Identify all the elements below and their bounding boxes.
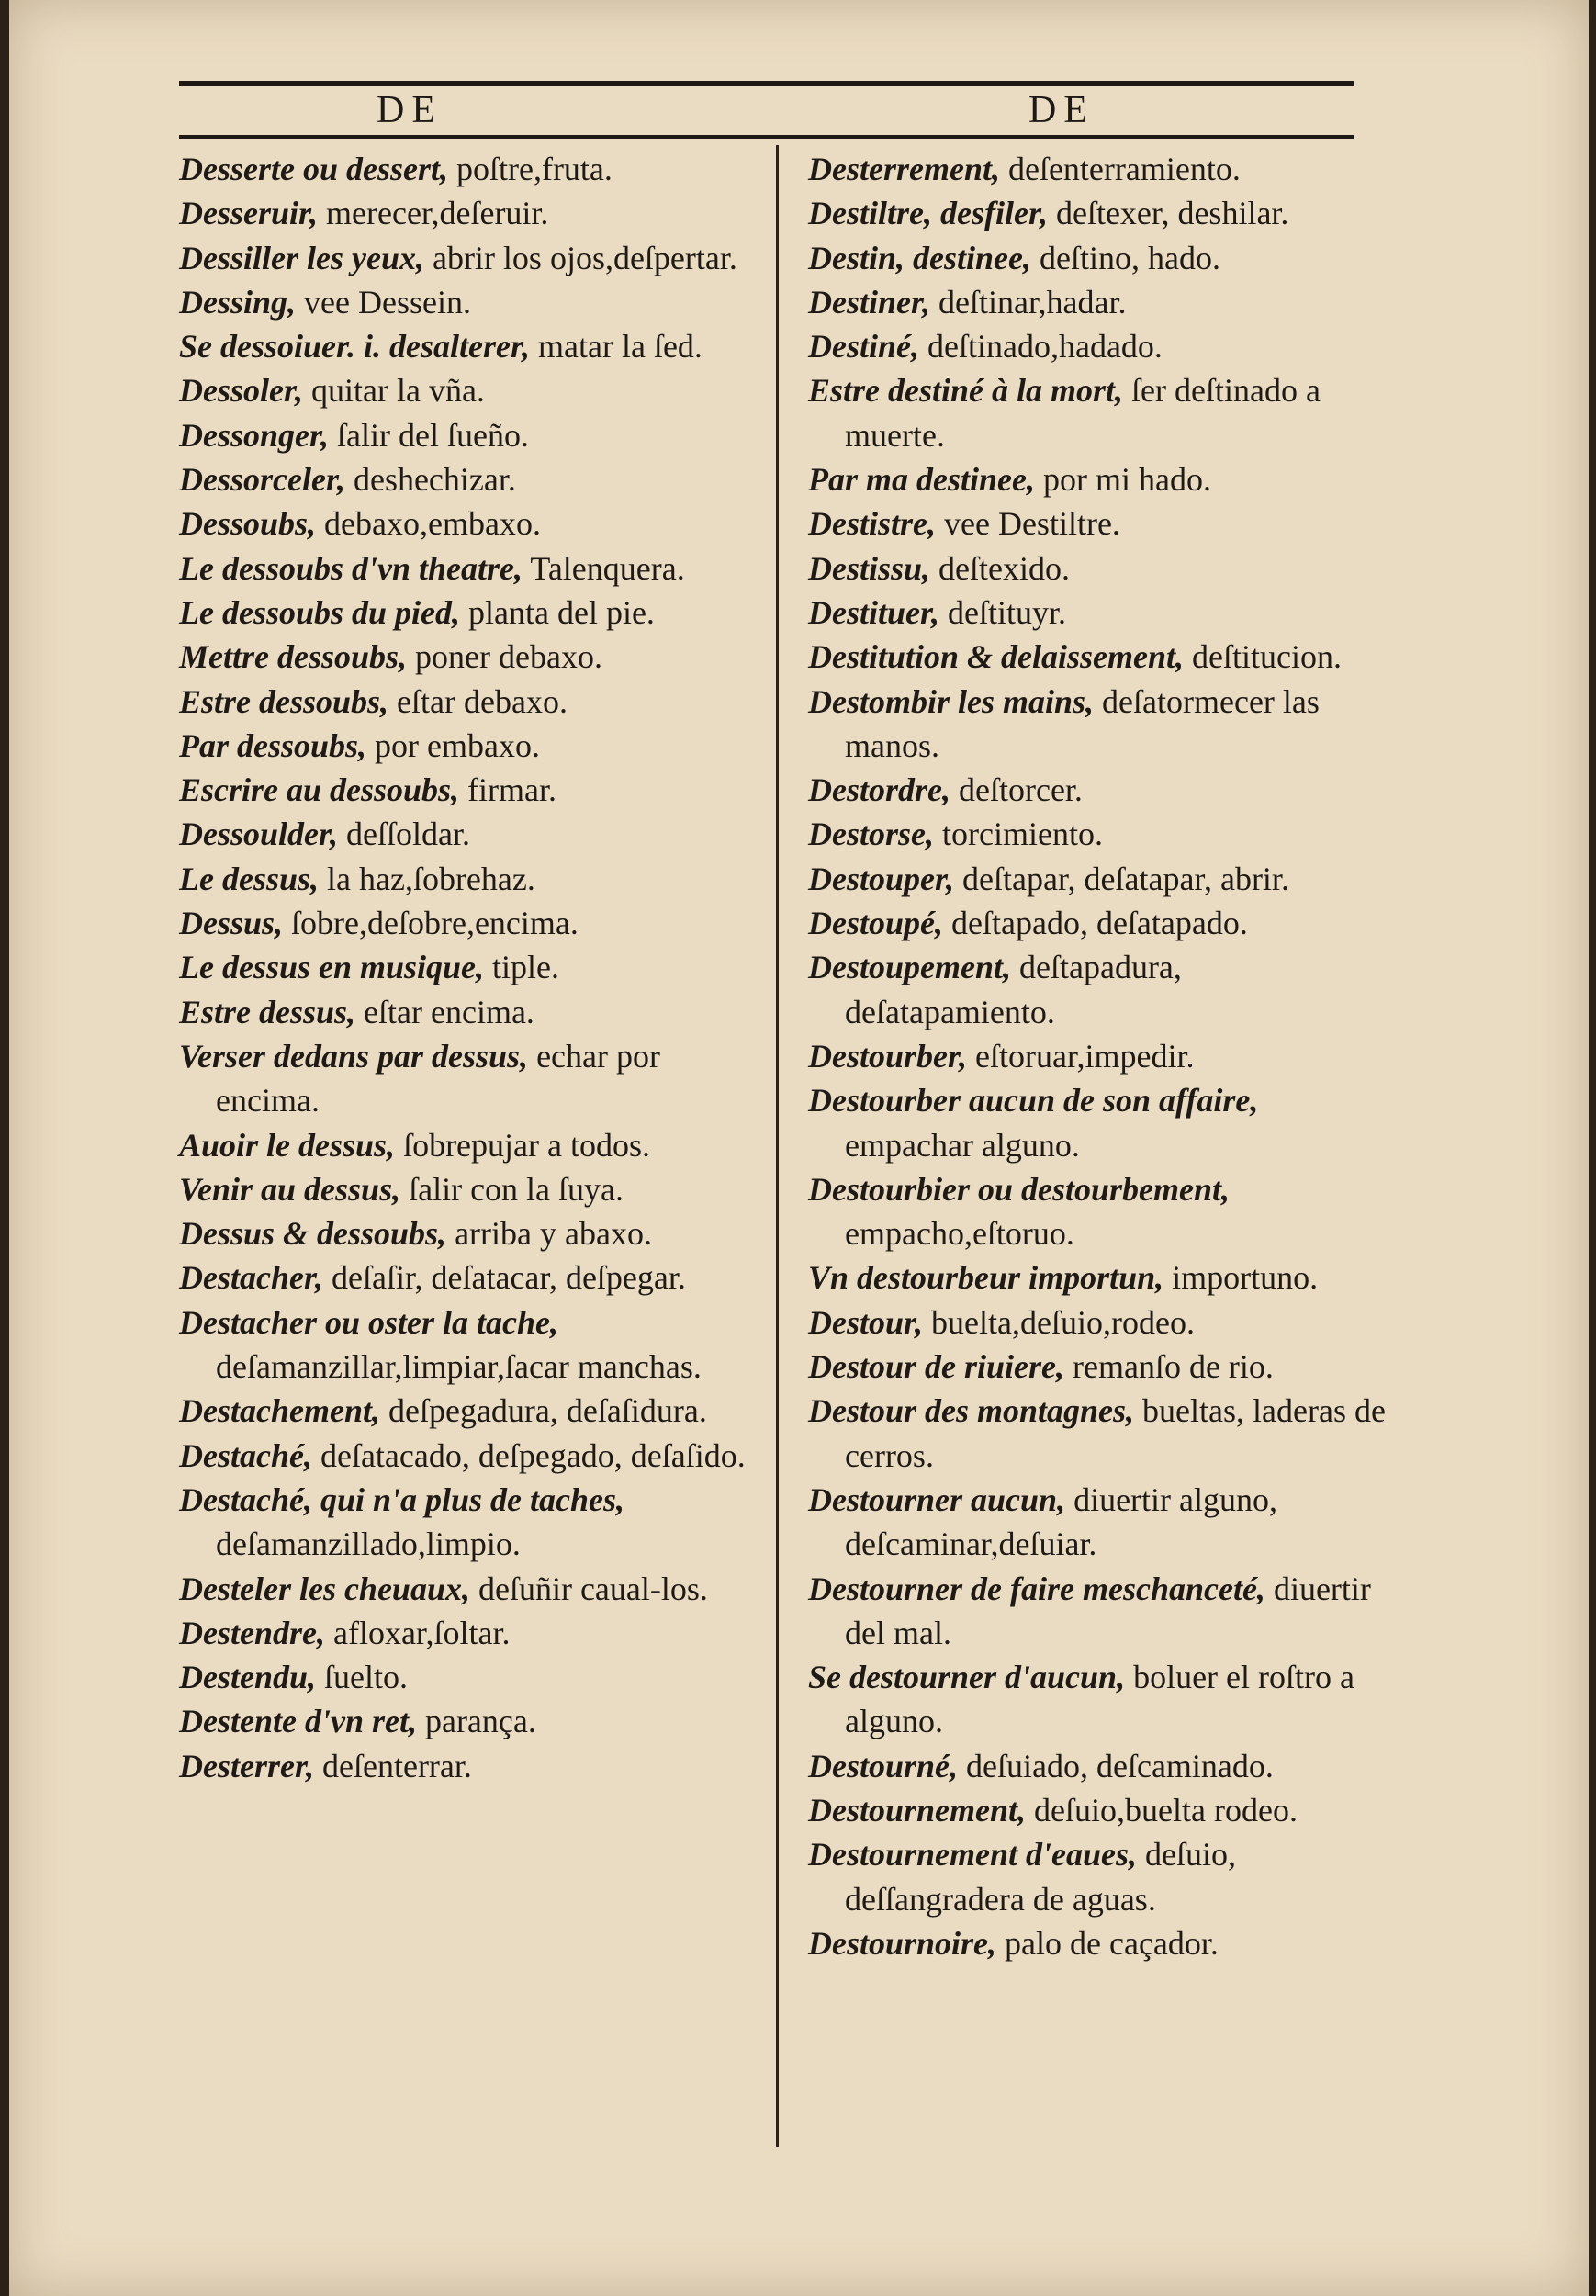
entry-headword: Mettre dessoubs, (179, 638, 408, 676)
entry-headword: Vn destourbeur importun, (808, 1259, 1164, 1297)
dictionary-entry (808, 591, 1387, 635)
entry-headword: Le dessus en musique, (179, 949, 485, 986)
dictionary-entry (808, 1034, 1387, 1078)
entry-headword: Dessing, (179, 283, 297, 321)
entry-translation: planta del pie. (460, 593, 655, 631)
dictionary-entry (808, 901, 1387, 945)
dictionary-entry (808, 546, 1387, 591)
entry-translation: diuertir alguno, deſcaminar,deſuiar. (845, 1480, 1278, 1563)
dictionary-entry (179, 236, 758, 280)
entry-translation: empacho,eſtoruo. (845, 1215, 1074, 1253)
dictionary-entry (808, 324, 1387, 368)
entry-translation: deſaſir, deſatacar, deſpegar. (323, 1259, 686, 1297)
right-column (808, 147, 1387, 1965)
entry-headword: Estre dessoubs, (179, 682, 389, 720)
entry-headword: Dessiller les yeux, (179, 239, 424, 276)
entry-translation: deſſoldar. (338, 816, 470, 853)
entry-translation: eſtoruar,impedir. (967, 1037, 1195, 1075)
entry-headword: Destordre, (808, 771, 950, 809)
entry-translation: palo de caçador. (996, 1924, 1219, 1962)
entry-translation: remanſo de rio. (1064, 1348, 1274, 1386)
entry-headword: Dessoler, (179, 372, 303, 410)
dictionary-entry (808, 280, 1387, 324)
entry-headword: Dessoubs, (179, 505, 317, 543)
running-head-left: DE (377, 89, 443, 131)
dictionary-entry (808, 1345, 1387, 1389)
entry-translation: abrir los ojos,deſpertar. (423, 239, 737, 276)
entry-translation: deſuio, deſſangradera de aguas. (845, 1836, 1236, 1918)
entry-translation: ſalir con la ſuya. (400, 1170, 624, 1208)
left-column (179, 147, 758, 1788)
entry-translation: ſer deſtinado a muerte. (845, 372, 1321, 454)
entry-translation: deſtitucion. (1184, 638, 1342, 676)
dictionary-entry (179, 812, 758, 856)
dictionary-entry (808, 1478, 1387, 1567)
entry-translation: deſamanzillado,limpio. (216, 1525, 521, 1563)
dictionary-entry (808, 368, 1387, 457)
entry-headword: Dessoulder, (179, 816, 339, 853)
entry-headword: Se destourner d'aucun, (808, 1659, 1126, 1696)
entry-headword: Destacher ou oster la tache, (179, 1303, 558, 1341)
dictionary-entry (808, 1744, 1387, 1788)
entry-headword: Destour, (808, 1303, 924, 1341)
entry-headword: Venir au dessus, (179, 1170, 401, 1208)
entry-translation: poner debaxo. (407, 638, 602, 676)
dictionary-page (9, 0, 1589, 2296)
entry-translation: deſtexido. (930, 549, 1070, 587)
dictionary-entry (179, 990, 758, 1034)
dictionary-entry (808, 1300, 1387, 1345)
dictionary-entry (808, 1567, 1387, 1656)
dictionary-entry (808, 1921, 1387, 1965)
entry-headword: Destournement d'eaues, (808, 1836, 1138, 1874)
dictionary-entry (179, 1744, 758, 1788)
dictionary-entry (808, 457, 1387, 501)
dictionary-entry (808, 1788, 1387, 1832)
dictionary-entry (179, 280, 758, 324)
entry-headword: Destaché, qui n'a plus de taches, (179, 1480, 625, 1518)
entry-translation: deſuio,buelta rodeo. (1026, 1791, 1298, 1829)
entry-headword: Destendu, (179, 1659, 317, 1696)
entry-headword: Dessus, (179, 905, 284, 942)
entry-headword: Estre dessus, (179, 993, 356, 1030)
entry-headword: Le dessus, (179, 860, 319, 897)
entry-translation: poſtre,fruta. (447, 151, 613, 187)
entry-translation: deſtinar,hadar. (930, 283, 1127, 321)
entry-headword: Destaché, (179, 1436, 312, 1474)
entry-headword: Destachement, (179, 1392, 380, 1430)
entry-headword: Destouper, (808, 860, 955, 897)
entry-translation: vee Destiltre. (936, 505, 1120, 543)
dictionary-entry (179, 191, 758, 235)
entry-translation: echar por encima. (216, 1037, 660, 1120)
dictionary-entry (179, 1123, 758, 1167)
entry-headword: Destourné, (808, 1747, 959, 1784)
entry-translation: boluer el roſtro a alguno. (845, 1659, 1354, 1740)
entry-translation: deſtituyr. (939, 593, 1067, 631)
dictionary-entry (179, 945, 758, 989)
dictionary-entry (808, 1832, 1387, 1921)
entry-headword: Destente d'vn ret, (179, 1703, 417, 1740)
dictionary-entry (808, 147, 1387, 191)
entry-headword: Dessorceler, (179, 461, 345, 499)
dictionary-entry (179, 901, 758, 945)
entry-translation: torcimiento. (934, 816, 1103, 853)
entry-headword: Destourber aucun de son affaire, (808, 1082, 1259, 1120)
dictionary-entry (179, 1478, 758, 1567)
dictionary-entry (179, 1167, 758, 1211)
entry-translation: quitar la vña. (303, 372, 485, 410)
dictionary-entry (179, 1034, 758, 1123)
entry-translation: deshechizar. (344, 461, 516, 499)
dictionary-entry (179, 724, 758, 768)
entry-headword: Destistre, (808, 505, 936, 543)
dictionary-entry (179, 546, 758, 591)
entry-headword: Destournement, (808, 1791, 1027, 1829)
entry-headword: Destombir les mains, (808, 682, 1095, 720)
entry-headword: Destourber, (808, 1037, 968, 1075)
entry-translation: deſtexer, deshilar. (1047, 195, 1289, 232)
entry-translation: deſtapado, deſatapado. (943, 905, 1248, 942)
entry-headword: Destour de riuiere, (808, 1348, 1064, 1386)
entry-headword: Destourbier ou destourbement, (808, 1170, 1231, 1208)
entry-translation: deſuiado, deſcaminado. (958, 1747, 1274, 1784)
dictionary-entry (808, 812, 1387, 856)
entry-headword: Destourner de faire meschanceté, (808, 1570, 1265, 1607)
dictionary-entry (179, 857, 758, 901)
entry-translation: empachar alguno. (845, 1126, 1080, 1164)
entry-translation: ſalir del ſueño. (329, 416, 529, 454)
entry-headword: Destiltre, desfiler, (808, 195, 1048, 232)
entry-translation: debaxo,embaxo. (316, 505, 541, 543)
entry-headword: Destendre, (179, 1614, 325, 1651)
entry-headword: Destitution & delaissement, (808, 638, 1185, 676)
entry-translation: vee Dessein. (296, 283, 471, 321)
entry-headword: Destacher, (179, 1259, 323, 1297)
header-rule-bottom (179, 135, 1354, 139)
dictionary-entry (808, 1078, 1387, 1167)
entry-translation: deſtorcer. (950, 771, 1083, 809)
entry-translation: eſtar encima. (355, 993, 534, 1030)
dictionary-entry (808, 191, 1387, 235)
entry-translation: Talenquera. (523, 549, 685, 587)
dictionary-entry (179, 501, 758, 546)
entry-headword: Par ma destinee, (808, 461, 1035, 499)
entry-translation: deſtinado,hadado. (919, 328, 1163, 366)
entry-headword: Dessonger, (179, 416, 330, 454)
entry-headword: Desseruir, (179, 195, 319, 232)
dictionary-entry (179, 1699, 758, 1743)
entry-translation: deſenterramiento. (999, 151, 1241, 187)
dictionary-entry (179, 324, 758, 368)
entry-headword: Dessus & dessoubs, (179, 1215, 447, 1253)
entry-translation: deſatacado, deſpegado, deſaſido. (311, 1436, 746, 1474)
dictionary-entry (808, 945, 1387, 1034)
entry-translation: deſenterrar. (314, 1747, 472, 1784)
entry-translation: la haz,ſobrehaz. (319, 860, 535, 897)
dictionary-entry (179, 457, 758, 501)
dictionary-entry (179, 1300, 758, 1390)
dictionary-entry (808, 635, 1387, 679)
entry-translation: eſtar debaxo. (388, 682, 568, 720)
entry-translation: importuno. (1163, 1259, 1319, 1297)
entry-translation: deſatormecer las manos. (845, 682, 1320, 764)
entry-headword: Desserte ou dessert, (179, 151, 448, 187)
dictionary-entry (808, 1167, 1387, 1256)
entry-translation: deſamanzillar,limpiar,ſacar manchas. (216, 1348, 702, 1386)
entry-headword: Le dessoubs du pied, (179, 593, 460, 631)
entry-translation: afloxar,ſoltar. (324, 1614, 511, 1651)
entry-headword: Destiner, (808, 283, 931, 321)
dictionary-entry (808, 1655, 1387, 1744)
entry-headword: Destorse, (808, 816, 934, 853)
entry-headword: Destin, destinee, (808, 239, 1031, 276)
entry-headword: Destiné, (808, 328, 919, 366)
entry-headword: Destourner aucun, (808, 1480, 1066, 1518)
entry-translation: arriba y abaxo. (446, 1215, 652, 1253)
entry-translation: matar la ſed. (530, 328, 702, 366)
dictionary-entry (179, 591, 758, 635)
entry-translation: deſpegadura, deſaſidura. (379, 1392, 707, 1430)
entry-translation: tiple. (484, 949, 560, 986)
dictionary-entry (808, 236, 1387, 280)
dictionary-entry (808, 768, 1387, 812)
dictionary-entry (179, 1611, 758, 1655)
entry-translation: merecer,deſeruir. (318, 195, 549, 232)
entry-headword: Desterrement, (808, 151, 1000, 187)
entry-headword: Destoupé, (808, 905, 943, 942)
entry-headword: Destoupement, (808, 949, 1011, 986)
entry-translation: deſuñir caual-los. (469, 1570, 708, 1607)
entry-headword: Estre destiné à la mort, (808, 372, 1124, 410)
dictionary-entry (808, 1389, 1387, 1478)
entry-headword: Destissu, (808, 549, 931, 587)
entry-translation: buelta,deſuio,rodeo. (923, 1303, 1195, 1341)
dictionary-entry (179, 413, 758, 457)
column-divider (776, 145, 779, 2147)
entry-headword: Le dessoubs d'vn theatre, (179, 549, 523, 587)
entry-translation: por mi hado. (1034, 461, 1211, 499)
dictionary-entry (808, 1255, 1387, 1300)
entry-translation: deſtapar, deſatapar, abrir. (954, 860, 1289, 897)
dictionary-entry (808, 680, 1387, 769)
dictionary-entry (179, 1211, 758, 1255)
entry-headword: Verser dedans par dessus, (179, 1037, 529, 1075)
entry-translation: firmar. (459, 771, 557, 809)
dictionary-entry (808, 501, 1387, 546)
dictionary-entry (179, 1655, 758, 1699)
entry-headword: Se dessoiuer. i. desalterer, (179, 328, 531, 366)
dictionary-entry (179, 1434, 758, 1478)
entry-translation: bueltas, laderas de cerros. (845, 1392, 1386, 1474)
entry-headword: Desteler les cheuaux, (179, 1570, 470, 1607)
entry-translation: ſobrepujar a todos. (395, 1126, 650, 1164)
dictionary-entry (179, 768, 758, 812)
entry-translation: por embaxo. (366, 726, 540, 764)
dictionary-entry (179, 368, 758, 412)
dictionary-entry (179, 1255, 758, 1300)
entry-headword: Escrire au dessoubs, (179, 771, 460, 809)
entry-headword: Destour des montagnes, (808, 1392, 1135, 1430)
dictionary-entry (179, 147, 758, 191)
dictionary-entry (179, 635, 758, 679)
entry-translation: ſobre,deſobre,encima. (283, 905, 579, 942)
header-rule-top (179, 81, 1354, 86)
entry-translation: parança. (416, 1703, 536, 1740)
dictionary-entry (179, 1567, 758, 1611)
dictionary-entry (179, 680, 758, 724)
entry-headword: Destituer, (808, 593, 940, 631)
entry-translation: deſtino, hado. (1030, 239, 1220, 276)
entry-headword: Par dessoubs, (179, 726, 367, 764)
entry-headword: Destournoire, (808, 1924, 997, 1962)
entry-translation: diuertir del mal. (845, 1570, 1371, 1651)
entry-headword: Desterrer, (179, 1747, 314, 1784)
running-head-right: DE (1028, 89, 1095, 131)
dictionary-entry (179, 1389, 758, 1433)
dictionary-entry (808, 857, 1387, 901)
entry-translation: deſtapadura, deſatapamiento. (845, 949, 1182, 1030)
entry-translation: ſuelto. (316, 1659, 408, 1696)
entry-headword: Auoir le dessus, (179, 1126, 396, 1164)
